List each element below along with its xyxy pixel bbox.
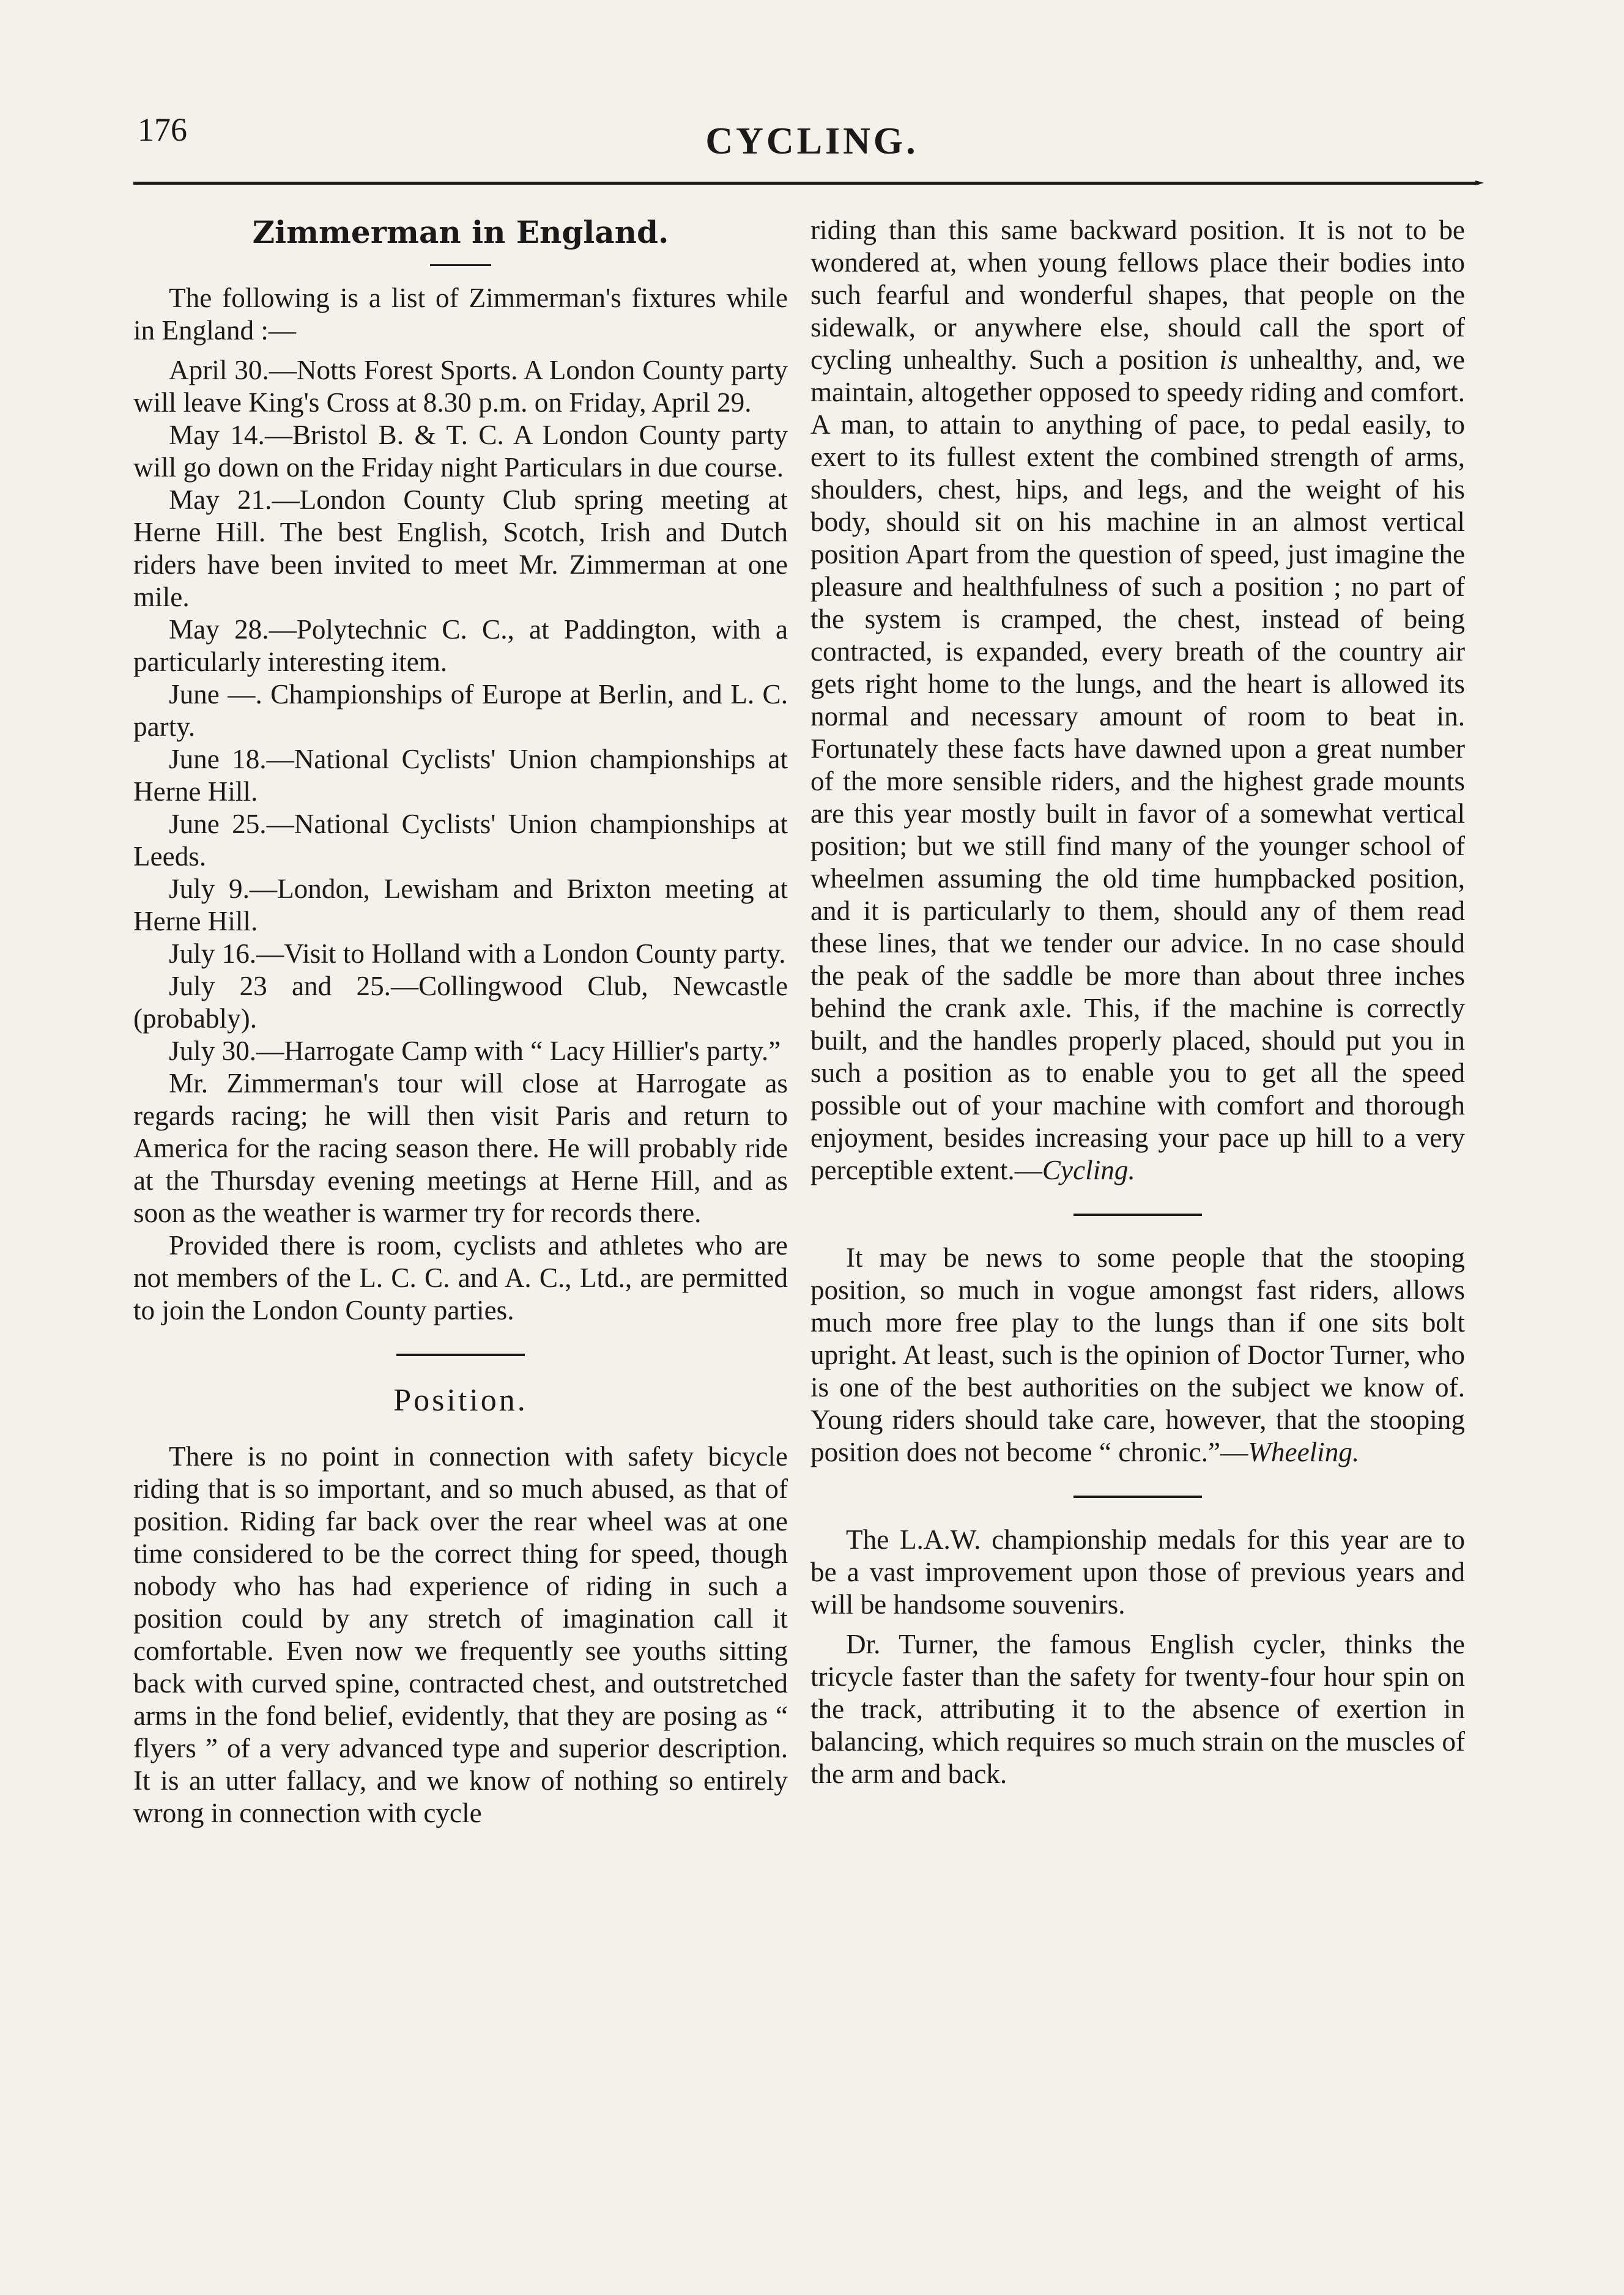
law-medals-paragraph: The L.A.W. championship medals for this year are to be a vast improvement upon those of previous years and will be handsome souvenirs.: [810, 1524, 1465, 1620]
source-credit: Wheeling.: [1248, 1437, 1360, 1467]
turner-paragraph: Dr. Turner, the famous English cycler, thinks the tricycle faster than the safety for twenty-four hour spin on the track, attributing it to the absence of exertion in balancing, which requires so much strain on the muscles of the arm and back.: [810, 1629, 1465, 1789]
running-head: CYCLING.: [705, 120, 919, 162]
fixture-item: May 14.—Bristol B. & T. C. A London County party will go down on the Friday night Particulars in due course.: [133, 420, 788, 483]
position-heading: Position.: [393, 1383, 528, 1418]
section-divider: [1073, 1496, 1202, 1498]
fixtures-intro: The following is a list of Zimmerman's fixtures while in England :—: [133, 283, 788, 346]
fixture-item: June 25.—National Cyclists' Union championships at Leeds.: [133, 809, 788, 872]
tour-paragraph: Mr. Zimmerman's tour will close at Harrogate as regards racing; he will then visit Paris and return to America for the racing season there. He will probably ride at the Thursday evening meetings at Herne Hill, and as soon as the weather is warmer try for records there.: [133, 1068, 788, 1228]
fixture-item: May 28.—Polytechnic C. C., at Paddington, with a particularly interesting item.: [133, 614, 788, 677]
position-paragraph-continued: [810, 214, 1465, 1187]
stooping-paragraph: [810, 1242, 1465, 1469]
text-run: unhealthy, and, we maintain, altogether opposed to speedy riding and comfort. A man, to attain to anything of pace, to pedal easily, to exert to its fullest extent the combined strength of arms, shoulders, chest, hips, and legs, and the weight of his body, should sit on his machine in an almost vertical position Apart from the question of speed, just imagine the pleasure and healthfulness of such a position ; no part of the system is cramped, the chest, instead of being contracted, is expanded, every breath of the country air gets right home to the lungs, and the heart is allowed its normal and necessary amount of room to beat in. Fortunately these facts have dawned upon a great number of the more sensible riders, and the highest grade mounts are this year mostly built in favor of a somewhat vertical position; but we still find many of the younger school of wheelmen assuming the old time humpbacked position, and it is particularly to them, should any of them read these lines, that we tender our advice. In no case should the peak of the saddle be more than about three inches behind the crank axle. This, if the machine is correctly built, and the handles properly placed, should put you in such a position as to enable you to get all the speed possible out of your machine with comfort and thorough enjoyment, besides increasing your pace up hill to a very perceptible extent.—: [810, 344, 1465, 1185]
fixture-item: July 9.—London, Lewisham and Brixton meeting at Herne Hill.: [133, 873, 788, 936]
fixture-item: April 30.—Notts Forest Sports. A London County party will leave King's Cross at 8.30 p.m. on Friday, April 29.: [133, 355, 788, 418]
emphasis: is: [1219, 344, 1238, 375]
section-divider: [396, 1354, 525, 1356]
fixture-item: July 23 and 25.—Collingwood Club, Newcastle (probably).: [133, 971, 788, 1034]
page-number: 176: [138, 111, 187, 148]
right-column: [810, 214, 1465, 1790]
fixture-item: July 30.—Harrogate Camp with “ Lacy Hillier's party.”: [169, 1036, 781, 1066]
fixture-item: May 21.—London County Club spring meeting at Herne Hill. The best English, Scotch, Irish and Dutch riders have been invited to meet Mr. Zimmerman at one mile.: [133, 484, 788, 612]
fixture-item: June —. Championships of Europe at Berlin, and L. C. party.: [133, 679, 788, 742]
left-column: [133, 214, 788, 1830]
position-paragraph: There is no point in connection with safety bicycle riding that is so important, and so much abused, as that of position. Riding far back over the rear wheel was at one time considered to be the correct thing for speed, though nobody who has had experience of riding in such a position could by any stretch of imagination call it comfortable. Even now we frequently see youths sitting back with curved spine, contracted chest, and outstretched arms in the fond belief, evidently, that they are posing as “ flyers ” of a very advanced type and superior description. It is an utter fallacy, and we know of nothing so entirely wrong in connection with cycle: [133, 1441, 788, 1829]
section-divider: [1073, 1214, 1202, 1216]
source-credit: Cycling.: [1042, 1155, 1135, 1185]
heading-rule: [430, 264, 491, 266]
fixture-item: June 18.—National Cyclists' Union championships at Herne Hill.: [133, 744, 788, 807]
text-run: It may be news to some people that the stooping position, so much in vogue amongst fast riders, allows much more free play to the lungs than if one sits bolt upright. At least, such is the opinion of Doctor Turner, who is one of the best authorities on the subject we know of. Young riders should take care, however, that the stooping position does not become “ chronic.”—: [810, 1242, 1465, 1467]
parties-paragraph: Provided there is room, cyclists and athletes who are not members of the L. C. C. and A. C., Ltd., are permitted to join the London County parties.: [133, 1230, 788, 1325]
fixture-item: July 16.—Visit to Holland with a London County party.: [169, 938, 786, 969]
text-run: riding than this same backward position. It is not to be wondered at, when young fellows place their bodies into such fearful and wonderful shapes, that people on the sidewalk, or anywhere else, should call the sport of cycling unhealthy. Such a position: [810, 215, 1465, 375]
zimmerman-heading: Zimmerman in England.: [252, 214, 669, 250]
header-rule: [133, 182, 1479, 185]
